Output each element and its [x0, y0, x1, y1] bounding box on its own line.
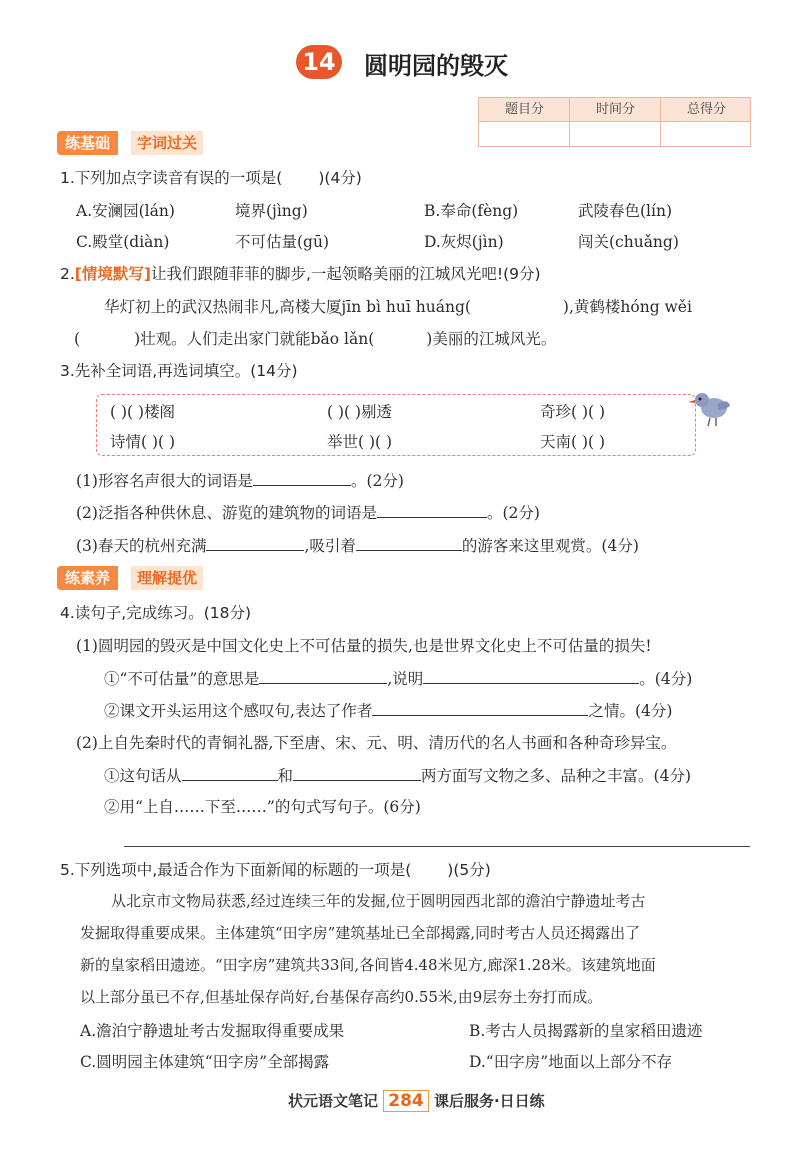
q3-word-box — [96, 394, 696, 456]
q2-stem: 2.[情境默写]让我们跟随菲菲的脚步,一起领略美丽的江城风光吧!(9分) — [60, 265, 541, 283]
q4-s2-q2: ②用“上自……下至……”的句式写句子。(6分) — [104, 798, 421, 816]
footer-series: 课后服务·日日练 — [433, 1092, 545, 1110]
section-tag-advanced: 练素养 — [57, 566, 118, 590]
q5-paragraph-4: 以上部分虽已不存,但基址保存尚好,台基保存高约0.55米,由9层夯土夯打而成。 — [80, 988, 603, 1006]
score-header-total: 总得分 — [686, 102, 726, 117]
q1-option-a2: 境界(jìng) — [235, 202, 308, 220]
q4-s1-q1: ①“不可估量”的意思是 ,说明 。(4分) — [104, 666, 692, 689]
q3-word-3: 奇珍( )( ) — [540, 403, 606, 421]
section-sub-basic: 字词过关 — [131, 131, 203, 155]
q5-option-c: C.圆明园主体建筑“田字房”全部揭露 — [80, 1053, 330, 1071]
q5-paragraph-2: 发掘取得重要成果。主体建筑“田字房”建筑基址已全部揭露,同时考古人员还揭露出了 — [80, 924, 641, 942]
q2-line1: 华灯初上的武汉热闹非凡,高楼大厦jīn bì huī huáng( ),黄鹤楼hóng wěi — [104, 298, 692, 316]
q2-line2: ( )壮观。人们走出家门就能bǎo lǎn( )美丽的江城风光。 — [74, 330, 557, 348]
q5-option-a: A.澹泊宁静遗址考古发掘取得重要成果 — [80, 1022, 345, 1040]
q1-option-b1: B.奉命(fèng) — [424, 202, 519, 220]
q4-sentence2: (2)上自先秦时代的青铜礼器,下至唐、宋、元、明、清历代的名人书画和各种奇珍异宝。 — [76, 734, 677, 752]
q1-option-d2: 闯关(chuǎng) — [578, 233, 679, 251]
score-header-time: 时间分 — [595, 102, 635, 117]
q4-s2-q1: ①这句话从 和 两方面写文物之多、品种之丰富。(4分) — [104, 763, 691, 786]
score-header-question: 题目分 — [504, 102, 544, 117]
q3-word-6: 天南( )( ) — [540, 433, 606, 451]
q1-option-c2: 不可估量(gū) — [235, 233, 329, 251]
q3-word-5: 举世( )( ) — [327, 433, 393, 451]
section-sub-advanced: 理解提优 — [131, 566, 203, 590]
q5-paragraph-3: 新的皇家稻田遗迹。“田字房”建筑共33间,各间皆4.48米见方,廊深1.28米。该建筑地面 — [80, 956, 656, 974]
page-number: 284 — [383, 1090, 429, 1112]
q1-stem: 1.下列加点字读音有误的一项是( )(4分) — [60, 169, 362, 187]
q1-option-b2: 武陵春色(lín) — [578, 202, 672, 220]
bird-icon — [688, 388, 732, 428]
score-table — [478, 97, 751, 147]
q4-sentence1: (1)圆明园的毁灭是中国文化史上不可估量的损失,也是世界文化史上不可估量的损失! — [76, 637, 652, 655]
q5-paragraph-1: 从北京市文物局获悉,经过连续三年的发掘,位于圆明园西北部的澹泊宁静遗址考古 — [111, 892, 646, 910]
page-title: 圆明园的毁灭 — [364, 52, 508, 80]
q3-sub2: (2)泛指各种供休息、游览的建筑物的词语是 。(2分) — [76, 500, 540, 523]
q4-s1-q2: ②课文开头运用这个感叹句,表达了作者 之情。(4分) — [104, 698, 672, 721]
q3-sub1: (1)形容名声很大的词语是 。(2分) — [76, 468, 404, 491]
q5-option-b: B.考古人员揭露新的皇家稻田遗迹 — [469, 1022, 703, 1040]
footer — [288, 1090, 545, 1112]
q1-option-d1: D.灰烬(jìn) — [424, 233, 504, 251]
section-tag-basic: 练基础 — [57, 131, 118, 155]
lesson-number-badge: 14 — [296, 45, 342, 79]
q3-word-4: 诗情( )( ) — [110, 433, 176, 451]
q4-stem: 4.读句子,完成练习。(18分) — [60, 604, 252, 622]
q5-stem: 5.下列选项中,最适合作为下面新闻的标题的一项是( )(5分) — [60, 861, 491, 879]
q1-option-a1: A.安澜园(lán) — [76, 202, 175, 220]
q3-word-1: ( )( )楼阁 — [110, 403, 176, 421]
q1-option-c1: C.殿堂(diàn) — [76, 233, 170, 251]
q5-option-d: D.“田字房”地面以上部分不存 — [469, 1053, 673, 1071]
q3-word-2: ( )( )剔透 — [327, 403, 393, 421]
q3-sub3: (3)春天的杭州充满 ,吸引着 的游客来这里观赏。(4分) — [76, 533, 639, 556]
footer-book-title: 状元语文笔记 — [288, 1092, 379, 1110]
answer-line — [124, 846, 750, 847]
q3-stem: 3.先补全词语,再选词填空。(14分) — [60, 362, 298, 380]
